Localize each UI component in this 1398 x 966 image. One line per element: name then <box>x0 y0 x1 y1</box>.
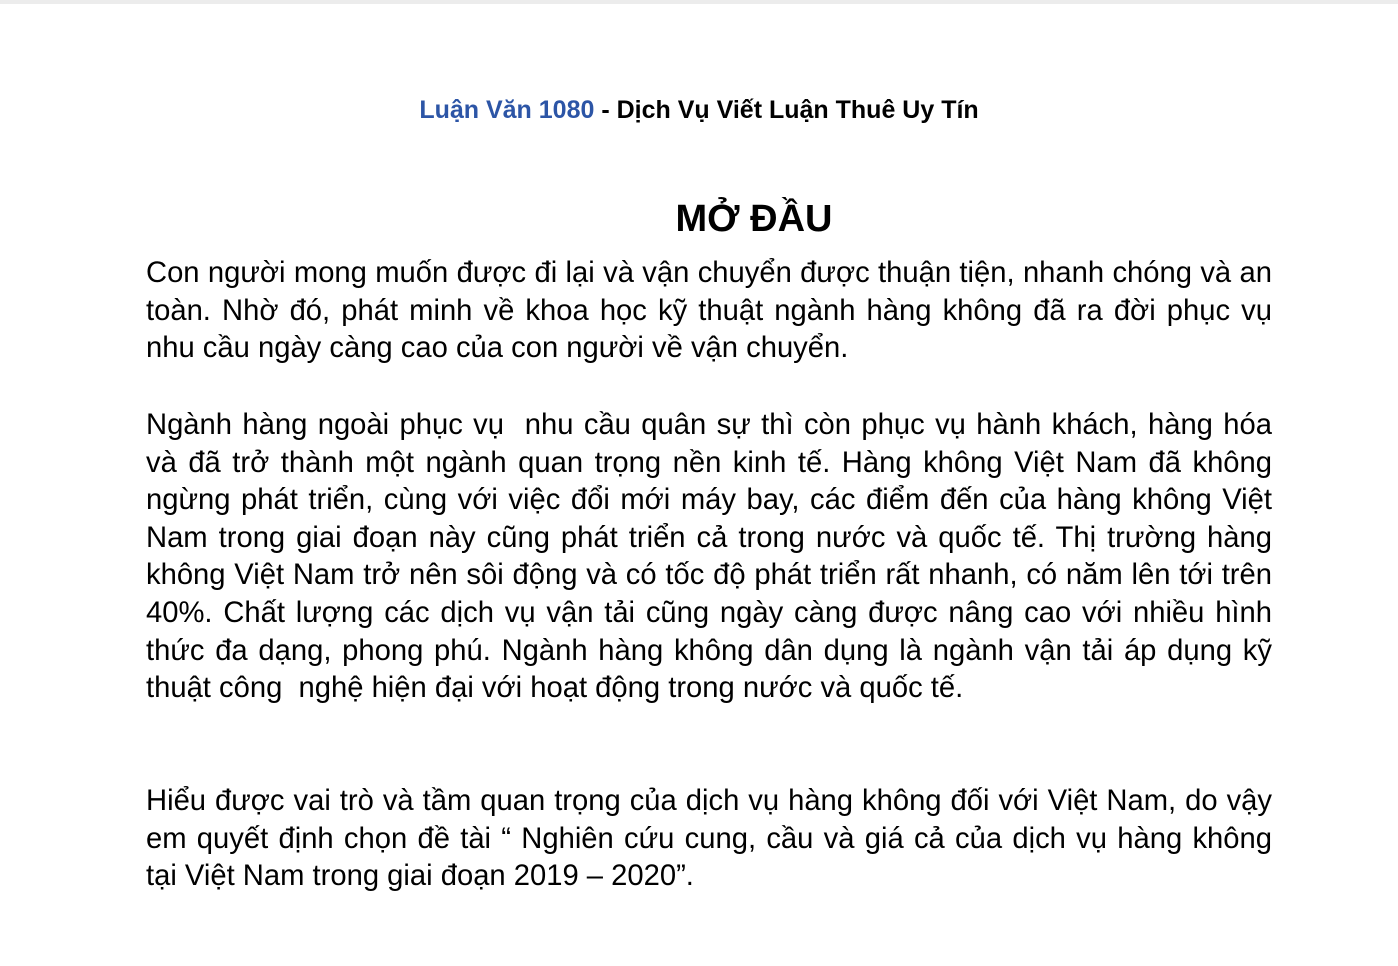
paragraph-aviation-industry: Ngành hàng ngoài phục vụ nhu cầu quân sự thì còn phục vụ hành khách, hàng hóa và đã trở thành một ngành quan trọng nền kinh tế. Hàng không Việt Nam đã không ngừng phát triển, cùng với việc đổi mới máy bay, các điểm đến của hàng không Việt Nam trong giai đoạn này cũng phát triển cả trong nước và quốc tế. Thị trường hàng không Việt Nam trở nên sôi động và có tốc độ phát triển rất nhanh, có năm lên tới trên 40%. Chất lượng các dịch vụ vận tải cũng ngày càng được nâng cao với nhiều hình thức đa dạng, phong phú. Ngành hàng không dân dụng là ngành vận tải áp dụng kỹ thuật công nghệ hiện đại với hoạt động trong nước và quốc tế. <box>146 409 1289 705</box>
site-link[interactable]: Luận Văn 1080 <box>419 96 595 124</box>
document-header <box>0 94 1398 126</box>
header-tagline: - Dịch Vụ Viết Luận Thuê Uy Tín <box>594 96 979 124</box>
document-title: MỞ ĐẦU <box>675 198 833 240</box>
document-page <box>0 4 1398 966</box>
paragraph-topic-choice: Hiểu được vai trò và tầm quan trọng của dịch vụ hàng không đối với Việt Nam, do vậy em quyết định chọn đề tài “ Nghiên cứu cung, cầu và giá cả của dịch vụ hàng không tại Việt Nam trong giai đoạn 2019 – 2020”. <box>146 785 1281 893</box>
paragraph-intro: Con người mong muốn được đi lại và vận chuyển được thuận tiện, nhanh chóng và an toàn. Nhờ đó, phát minh về khoa học kỹ thuật ngành hàng không đã ra đời phục vụ nhu cầu ngày càng cao của con người về vận chuyển. <box>146 257 1281 365</box>
